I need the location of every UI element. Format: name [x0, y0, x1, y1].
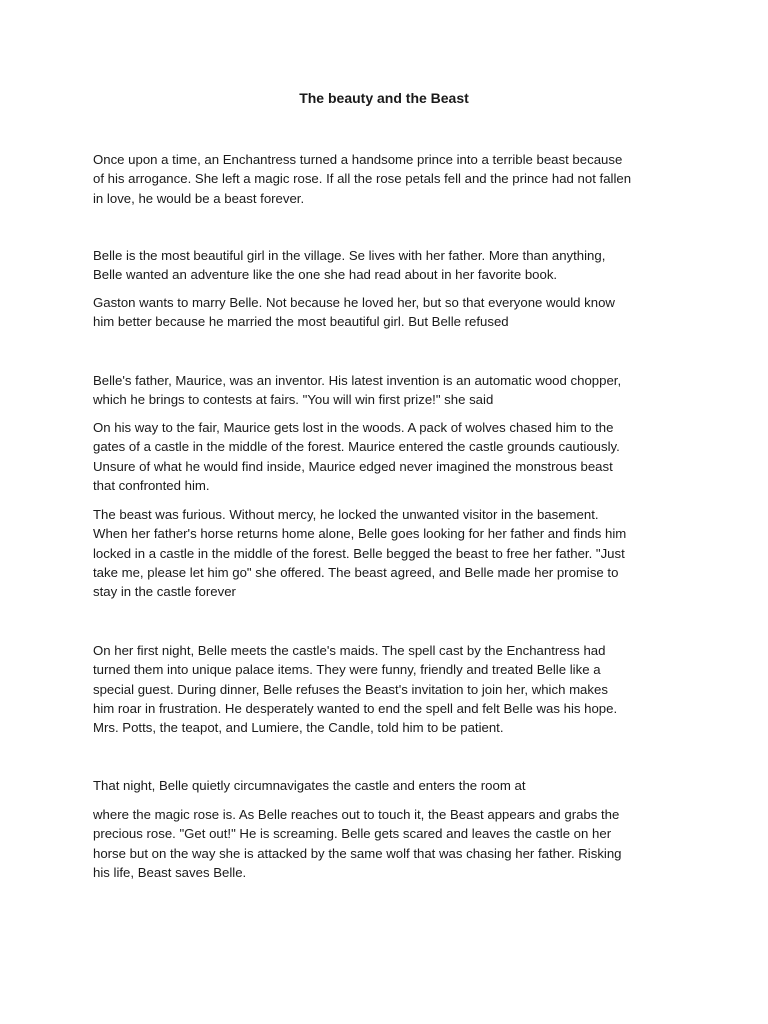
text-line: Unsure of what he would find inside, Maurice edged never imagined the monstrous beast	[93, 458, 613, 474]
text-line: gates of a castle in the middle of the forest. Maurice entered the castle grounds cautiously.	[93, 439, 620, 455]
text-line: his life, Beast saves Belle.	[93, 864, 247, 880]
paragraph-that-night	[93, 776, 683, 795]
paragraph-enchantress	[93, 150, 683, 208]
text-line: stay in the castle forever	[93, 584, 236, 600]
paragraph-gaston	[93, 293, 683, 332]
text-line: The beast was furious. Without mercy, he locked the unwanted visitor in the basement.	[93, 507, 599, 522]
text-line: of his arrogance. She left a magic rose. If all the rose petals fell and the prince had not fallen	[93, 171, 632, 187]
text-line: him better because he married the most beautiful girl. But Belle refused	[93, 314, 509, 330]
text-line: Gaston wants to marry Belle. Not because he loved her, but so that everyone would know	[93, 295, 615, 310]
paragraph-belle	[93, 246, 683, 285]
text-line: in love, he would be a beast forever.	[93, 190, 305, 206]
paragraph-beast-furious	[93, 505, 683, 601]
paragraph-first-night	[93, 641, 683, 737]
text-line: On his way to the fair, Maurice gets lost in the woods. A pack of wolves chased him to the	[93, 420, 614, 435]
document-title: The beauty and the Beast	[299, 90, 469, 106]
text-line: that confronted him.	[93, 477, 210, 493]
text-line: That night, Belle quietly circumnavigates the castle and enters the room at	[93, 778, 526, 793]
text-line: On her first night, Belle meets the castle's maids. The spell cast by the Enchantress had	[93, 643, 606, 658]
text-line: turned them into unique palace items. They were funny, friendly and treated Belle like a	[93, 662, 601, 678]
text-line: horse but on the way she is attacked by the same wolf that was chasing her father. Risking	[93, 845, 622, 861]
text-line: When her father's horse returns home alone, Belle goes looking for her father and finds him	[93, 526, 627, 542]
text-line: precious rose. "Get out!" He is screaming. Belle gets scared and leaves the castle on her	[93, 826, 612, 842]
text-line: take me, please let him go" she offered. The beast agreed, and Belle made her promise to	[93, 564, 619, 580]
text-line: Belle wanted an adventure like the one she had read about in her favorite book.	[93, 267, 558, 283]
text-line: special guest. During dinner, Belle refuses the Beast's invitation to join her, which makes	[93, 681, 608, 697]
text-line: him roar in frustration. He desperately wanted to end the spell and felt Belle was his hope.	[93, 700, 618, 716]
text-line: where the magic rose is. As Belle reaches out to touch it, the Beast appears and grabs the	[93, 807, 620, 822]
text-line: Belle's father, Maurice, was an inventor. His latest invention is an automatic wood chopper,	[93, 373, 622, 388]
text-line: Belle is the most beautiful girl in the village. Se lives with her father. More than anything,	[93, 248, 606, 263]
paragraph-magic-rose	[93, 805, 683, 882]
paragraph-maurice	[93, 371, 683, 410]
text-line: which he brings to contests at fairs. "You will win first prize!" she said	[93, 392, 494, 408]
text-line: locked in a castle in the middle of the forest. Belle begged the beast to free her father. "Just	[93, 545, 625, 561]
text-line: Mrs. Potts, the teapot, and Lumiere, the Candle, told him to be patient.	[93, 720, 504, 736]
text-line: Once upon a time, an Enchantress turned a handsome prince into a terrible beast because	[93, 152, 623, 167]
paragraph-fair	[93, 418, 683, 495]
